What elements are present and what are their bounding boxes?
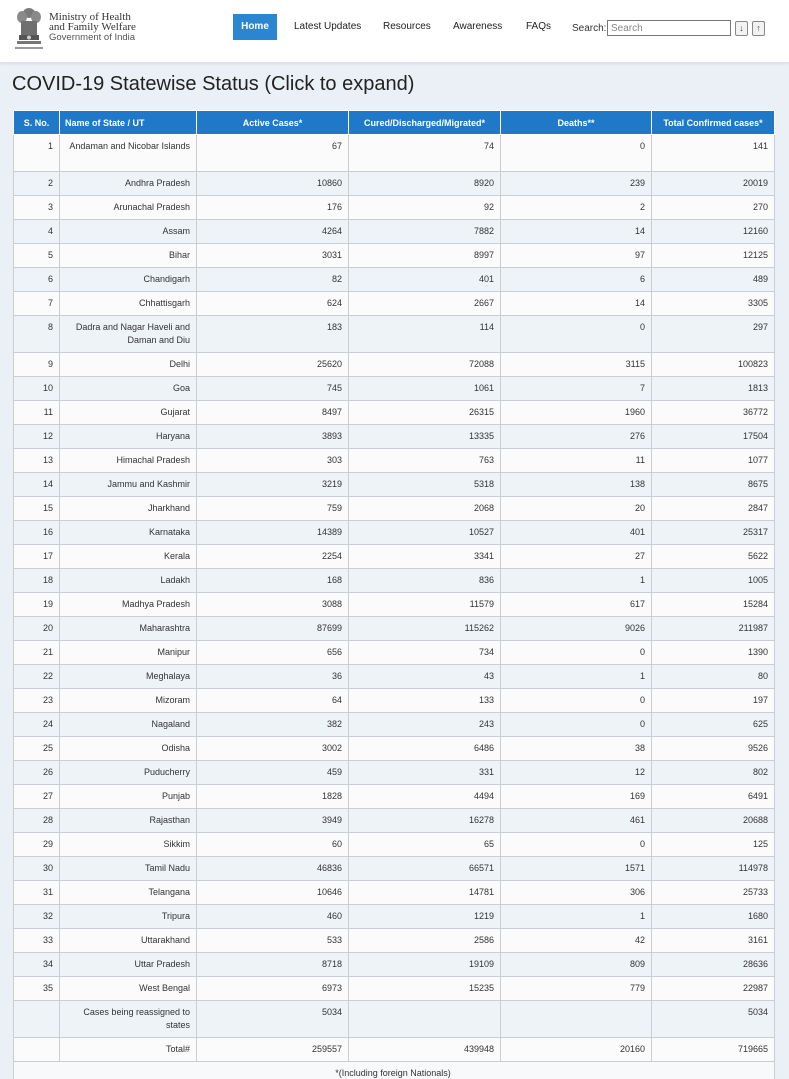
cell-deaths: 0	[501, 316, 652, 353]
cell-total: 80	[652, 665, 775, 689]
cell-active: 3031	[197, 244, 349, 268]
cell-active: 8718	[197, 953, 349, 977]
cell-cured: 74	[349, 135, 501, 172]
cell-deaths: 1	[501, 569, 652, 593]
table-row[interactable]	[14, 545, 775, 569]
table-header-row	[14, 111, 775, 135]
cell-sno: 3	[14, 196, 60, 220]
cell-deaths: 306	[501, 881, 652, 905]
cell-cured: 7882	[349, 220, 501, 244]
cell-deaths: 0	[501, 135, 652, 172]
cell-total: 6491	[652, 785, 775, 809]
brand-line-3: Government of India	[49, 32, 136, 43]
cell-state: Telangana	[60, 881, 197, 905]
cell-state: Cases being reassigned to states	[60, 1001, 197, 1038]
cell-total: 5034	[652, 1001, 775, 1038]
total-cell-active: 259557	[197, 1038, 349, 1062]
cell-state: Sikkim	[60, 833, 197, 857]
nav-awareness[interactable]: Awareness	[453, 21, 503, 32]
cell-cured: 13335	[349, 425, 501, 449]
cell-deaths: 809	[501, 953, 652, 977]
cell-state: Dadra and Nagar Haveli and Daman and Diu	[60, 316, 197, 353]
table-row[interactable]	[14, 905, 775, 929]
cell-deaths: 169	[501, 785, 652, 809]
cell-total: 211987	[652, 617, 775, 641]
cell-deaths: 239	[501, 172, 652, 196]
cell-active: 459	[197, 761, 349, 785]
header-sno[interactable]: S. No.	[14, 111, 60, 135]
header-total[interactable]: Total Confirmed cases*	[652, 111, 775, 135]
cell-active: 3893	[197, 425, 349, 449]
cell-total: 802	[652, 761, 775, 785]
cell-state: Chandigarh	[60, 268, 197, 292]
table-row[interactable]	[14, 713, 775, 737]
cell-sno: 23	[14, 689, 60, 713]
cell-state: Andaman and Nicobar Islands	[60, 135, 197, 172]
table-row[interactable]	[14, 857, 775, 881]
cell-total: 3305	[652, 292, 775, 316]
cell-sno: 22	[14, 665, 60, 689]
cell-active: 10860	[197, 172, 349, 196]
cell-active: 382	[197, 713, 349, 737]
cell-cured: 5318	[349, 473, 501, 497]
search-input[interactable]	[607, 20, 731, 36]
cell-state: Odisha	[60, 737, 197, 761]
cell-total: 9526	[652, 737, 775, 761]
cell-total: 114978	[652, 857, 775, 881]
table-row[interactable]	[14, 196, 775, 220]
cell-cured: 8920	[349, 172, 501, 196]
cell-sno: 6	[14, 268, 60, 292]
cell-total: 5622	[652, 545, 775, 569]
cell-sno: 33	[14, 929, 60, 953]
page-title[interactable]: COVID-19 Statewise Status (Click to expand)	[12, 73, 415, 95]
table-row[interactable]	[14, 737, 775, 761]
cell-active: 3088	[197, 593, 349, 617]
cell-active: 82	[197, 268, 349, 292]
cell-deaths: 0	[501, 833, 652, 857]
cell-total: 125	[652, 833, 775, 857]
cell-active: 25620	[197, 353, 349, 377]
header-deaths[interactable]: Deaths**	[501, 111, 652, 135]
cell-total: 1813	[652, 377, 775, 401]
arrow-down-icon[interactable]: ↓	[735, 21, 748, 36]
cell-cured: 92	[349, 196, 501, 220]
table-footnote: *(Including foreign Nationals)	[14, 1062, 775, 1079]
nav-home[interactable]: Home	[233, 14, 277, 40]
cell-deaths: 20	[501, 497, 652, 521]
table-row[interactable]	[14, 377, 775, 401]
cell-total: 25317	[652, 521, 775, 545]
cell-deaths: 97	[501, 244, 652, 268]
arrow-up-icon[interactable]: ↑	[752, 21, 765, 36]
cell-sno: 34	[14, 953, 60, 977]
cell-total: 12160	[652, 220, 775, 244]
statewise-table-container	[13, 110, 774, 1079]
cell-state: Uttar Pradesh	[60, 953, 197, 977]
cell-sno: 10	[14, 377, 60, 401]
cell-cured: 2068	[349, 497, 501, 521]
cell-total: 12125	[652, 244, 775, 268]
cell-state: Uttarakhand	[60, 929, 197, 953]
cell-sno: 29	[14, 833, 60, 857]
cell-total: 25733	[652, 881, 775, 905]
cell-cured: 1219	[349, 905, 501, 929]
cell-deaths: 14	[501, 220, 652, 244]
statewise-table	[13, 110, 775, 1079]
cell-cured: 11579	[349, 593, 501, 617]
cell-cured: 26315	[349, 401, 501, 425]
cell-cured: 2586	[349, 929, 501, 953]
cell-deaths: 0	[501, 713, 652, 737]
table-row[interactable]	[14, 473, 775, 497]
cell-active: 5034	[197, 1001, 349, 1038]
cell-sno: 28	[14, 809, 60, 833]
cell-total: 17504	[652, 425, 775, 449]
cell-deaths: 0	[501, 641, 652, 665]
cell-active: 759	[197, 497, 349, 521]
cell-deaths	[501, 1001, 652, 1038]
cell-total: 1005	[652, 569, 775, 593]
cell-state: Arunachal Pradesh	[60, 196, 197, 220]
cell-deaths: 7	[501, 377, 652, 401]
cell-sno: 16	[14, 521, 60, 545]
table-body	[14, 135, 775, 1079]
cell-cured: 65	[349, 833, 501, 857]
cell-state: Andhra Pradesh	[60, 172, 197, 196]
table-row[interactable]	[14, 953, 775, 977]
cell-deaths: 1	[501, 905, 652, 929]
cell-total: 2847	[652, 497, 775, 521]
cell-sno: 24	[14, 713, 60, 737]
cell-total: 22987	[652, 977, 775, 1001]
cell-total: 1077	[652, 449, 775, 473]
cell-total: 3161	[652, 929, 775, 953]
cell-active: 46836	[197, 857, 349, 881]
cell-state: Tripura	[60, 905, 197, 929]
cell-sno: 31	[14, 881, 60, 905]
cell-sno: 12	[14, 425, 60, 449]
cell-state: Madhya Pradesh	[60, 593, 197, 617]
cell-total: 625	[652, 713, 775, 737]
cell-sno: 26	[14, 761, 60, 785]
cell-deaths: 617	[501, 593, 652, 617]
cell-sno: 20	[14, 617, 60, 641]
total-cell-deaths: 20160	[501, 1038, 652, 1062]
cell-state: West Bengal	[60, 977, 197, 1001]
cell-active: 3949	[197, 809, 349, 833]
cell-state: Rajasthan	[60, 809, 197, 833]
cell-total: 36772	[652, 401, 775, 425]
cell-cured: 19109	[349, 953, 501, 977]
table-row[interactable]	[14, 689, 775, 713]
cell-total: 1390	[652, 641, 775, 665]
total-cell-state: Total#	[60, 1038, 197, 1062]
table-row[interactable]	[14, 244, 775, 268]
cell-active: 14389	[197, 521, 349, 545]
table-row[interactable]	[14, 425, 775, 449]
cell-cured: 3341	[349, 545, 501, 569]
table-row[interactable]	[14, 785, 775, 809]
cell-active: 4264	[197, 220, 349, 244]
cell-sno: 25	[14, 737, 60, 761]
cell-state: Jharkhand	[60, 497, 197, 521]
table-row[interactable]	[14, 809, 775, 833]
cell-sno: 30	[14, 857, 60, 881]
cell-deaths: 38	[501, 737, 652, 761]
nav-faqs[interactable]: FAQs	[526, 21, 552, 32]
cell-sno: 7	[14, 292, 60, 316]
table-row[interactable]	[14, 353, 775, 377]
cell-active: 3002	[197, 737, 349, 761]
cell-cured: 6486	[349, 737, 501, 761]
cell-deaths: 1960	[501, 401, 652, 425]
cell-state: Jammu and Kashmir	[60, 473, 197, 497]
table-row[interactable]	[14, 617, 775, 641]
cell-cured: 4494	[349, 785, 501, 809]
cell-total: 15284	[652, 593, 775, 617]
cell-cured: 1061	[349, 377, 501, 401]
cell-deaths: 6	[501, 268, 652, 292]
cell-total: 141	[652, 135, 775, 172]
cell-sno: 27	[14, 785, 60, 809]
cell-deaths: 12	[501, 761, 652, 785]
table-row[interactable]	[14, 449, 775, 473]
cell-active: 10646	[197, 881, 349, 905]
cell-deaths: 27	[501, 545, 652, 569]
table-row[interactable]	[14, 220, 775, 244]
cell-sno: 14	[14, 473, 60, 497]
cell-state: Tamil Nadu	[60, 857, 197, 881]
cell-deaths: 0	[501, 689, 652, 713]
cell-active: 533	[197, 929, 349, 953]
cell-total: 20688	[652, 809, 775, 833]
cell-cured: 401	[349, 268, 501, 292]
cell-sno: 11	[14, 401, 60, 425]
table-row[interactable]	[14, 977, 775, 1001]
table-footnote-row	[14, 1062, 775, 1079]
cell-cured: 133	[349, 689, 501, 713]
cell-state: Manipur	[60, 641, 197, 665]
cell-state: Chhattisgarh	[60, 292, 197, 316]
cell-cured: 43	[349, 665, 501, 689]
cell-sno: 1	[14, 135, 60, 172]
brand-line-1: Ministry of Health	[49, 11, 131, 23]
table-row[interactable]	[14, 401, 775, 425]
site-header	[0, 0, 789, 63]
cell-active: 64	[197, 689, 349, 713]
cell-active: 1828	[197, 785, 349, 809]
cell-active: 624	[197, 292, 349, 316]
cell-state: Bihar	[60, 244, 197, 268]
cell-active: 67	[197, 135, 349, 172]
cell-deaths: 138	[501, 473, 652, 497]
cell-cured: 16278	[349, 809, 501, 833]
cell-active: 3219	[197, 473, 349, 497]
table-row[interactable]	[14, 881, 775, 905]
cell-state: Ladakh	[60, 569, 197, 593]
table-row[interactable]	[14, 268, 775, 292]
cell-total: 270	[652, 196, 775, 220]
total-cell-sno	[14, 1038, 60, 1062]
cell-cured: 2667	[349, 292, 501, 316]
cell-state: Meghalaya	[60, 665, 197, 689]
cell-state: Mizoram	[60, 689, 197, 713]
cell-deaths: 1571	[501, 857, 652, 881]
cell-sno: 21	[14, 641, 60, 665]
nav-resources[interactable]: Resources	[383, 21, 431, 32]
cell-sno: 18	[14, 569, 60, 593]
cell-state: Himachal Pradesh	[60, 449, 197, 473]
cell-active: 183	[197, 316, 349, 353]
cell-deaths: 1	[501, 665, 652, 689]
cell-total: 28636	[652, 953, 775, 977]
cell-active: 60	[197, 833, 349, 857]
cell-cured: 72088	[349, 353, 501, 377]
cell-state: Assam	[60, 220, 197, 244]
cell-cured: 331	[349, 761, 501, 785]
table-row[interactable]	[14, 1001, 775, 1038]
cell-deaths: 14	[501, 292, 652, 316]
table-total-row	[14, 1038, 775, 1062]
cell-state: Puducherry	[60, 761, 197, 785]
search-label: Search:	[572, 23, 607, 34]
cell-active: 2254	[197, 545, 349, 569]
cell-sno: 8	[14, 316, 60, 353]
cell-cured: 734	[349, 641, 501, 665]
cell-sno: 9	[14, 353, 60, 377]
cell-deaths: 3115	[501, 353, 652, 377]
table-row[interactable]	[14, 172, 775, 196]
table-row[interactable]	[14, 569, 775, 593]
cell-sno: 32	[14, 905, 60, 929]
cell-active: 8497	[197, 401, 349, 425]
cell-state: Gujarat	[60, 401, 197, 425]
cell-active: 303	[197, 449, 349, 473]
cell-sno: 5	[14, 244, 60, 268]
cell-total: 8675	[652, 473, 775, 497]
cell-state: Nagaland	[60, 713, 197, 737]
table-row[interactable]	[14, 761, 775, 785]
cell-cured: 14781	[349, 881, 501, 905]
table-row[interactable]	[14, 929, 775, 953]
table-row[interactable]	[14, 593, 775, 617]
cell-deaths: 401	[501, 521, 652, 545]
cell-cured: 115262	[349, 617, 501, 641]
cell-sno: 4	[14, 220, 60, 244]
cell-state: Kerala	[60, 545, 197, 569]
cell-sno: 15	[14, 497, 60, 521]
cell-active: 745	[197, 377, 349, 401]
cell-cured: 836	[349, 569, 501, 593]
cell-sno: 17	[14, 545, 60, 569]
cell-cured: 66571	[349, 857, 501, 881]
cell-total: 489	[652, 268, 775, 292]
cell-sno: 35	[14, 977, 60, 1001]
ministry-brand[interactable]	[49, 12, 136, 43]
cell-active: 168	[197, 569, 349, 593]
header-active[interactable]: Active Cases*	[197, 111, 349, 135]
cell-total: 20019	[652, 172, 775, 196]
cell-total: 1680	[652, 905, 775, 929]
cell-active: 36	[197, 665, 349, 689]
nav-latest-updates[interactable]: Latest Updates	[294, 21, 362, 32]
table-row[interactable]	[14, 292, 775, 316]
cell-cured: 8997	[349, 244, 501, 268]
cell-deaths: 11	[501, 449, 652, 473]
total-cell-cured: 439948	[349, 1038, 501, 1062]
table-row[interactable]	[14, 316, 775, 353]
header-state[interactable]: Name of State / UT	[60, 111, 197, 135]
table-row[interactable]	[14, 641, 775, 665]
cell-deaths: 42	[501, 929, 652, 953]
cell-cured: 114	[349, 316, 501, 353]
cell-active: 176	[197, 196, 349, 220]
cell-cured: 15235	[349, 977, 501, 1001]
total-cell-total: 719665	[652, 1038, 775, 1062]
cell-deaths: 2	[501, 196, 652, 220]
cell-deaths: 779	[501, 977, 652, 1001]
cell-active: 87699	[197, 617, 349, 641]
cell-state: Haryana	[60, 425, 197, 449]
cell-total: 297	[652, 316, 775, 353]
cell-active: 6973	[197, 977, 349, 1001]
table-row[interactable]	[14, 497, 775, 521]
cell-deaths: 9026	[501, 617, 652, 641]
table-row[interactable]	[14, 833, 775, 857]
header-cured[interactable]: Cured/Discharged/Migrated*	[349, 111, 501, 135]
cell-sno	[14, 1001, 60, 1038]
cell-cured: 10527	[349, 521, 501, 545]
national-emblem-icon[interactable]	[13, 6, 45, 52]
cell-sno: 13	[14, 449, 60, 473]
table-row[interactable]	[14, 665, 775, 689]
table-row[interactable]	[14, 521, 775, 545]
cell-active: 656	[197, 641, 349, 665]
cell-deaths: 461	[501, 809, 652, 833]
cell-cured: 243	[349, 713, 501, 737]
cell-active: 460	[197, 905, 349, 929]
cell-total: 100823	[652, 353, 775, 377]
cell-total: 197	[652, 689, 775, 713]
table-row[interactable]	[14, 135, 775, 172]
cell-sno: 19	[14, 593, 60, 617]
cell-state: Goa	[60, 377, 197, 401]
cell-deaths: 276	[501, 425, 652, 449]
cell-cured: 763	[349, 449, 501, 473]
brand-line-2: and Family Welfare	[49, 21, 136, 33]
cell-state: Delhi	[60, 353, 197, 377]
cell-state: Maharashtra	[60, 617, 197, 641]
cell-cured	[349, 1001, 501, 1038]
cell-state: Karnataka	[60, 521, 197, 545]
cell-state: Punjab	[60, 785, 197, 809]
cell-sno: 2	[14, 172, 60, 196]
